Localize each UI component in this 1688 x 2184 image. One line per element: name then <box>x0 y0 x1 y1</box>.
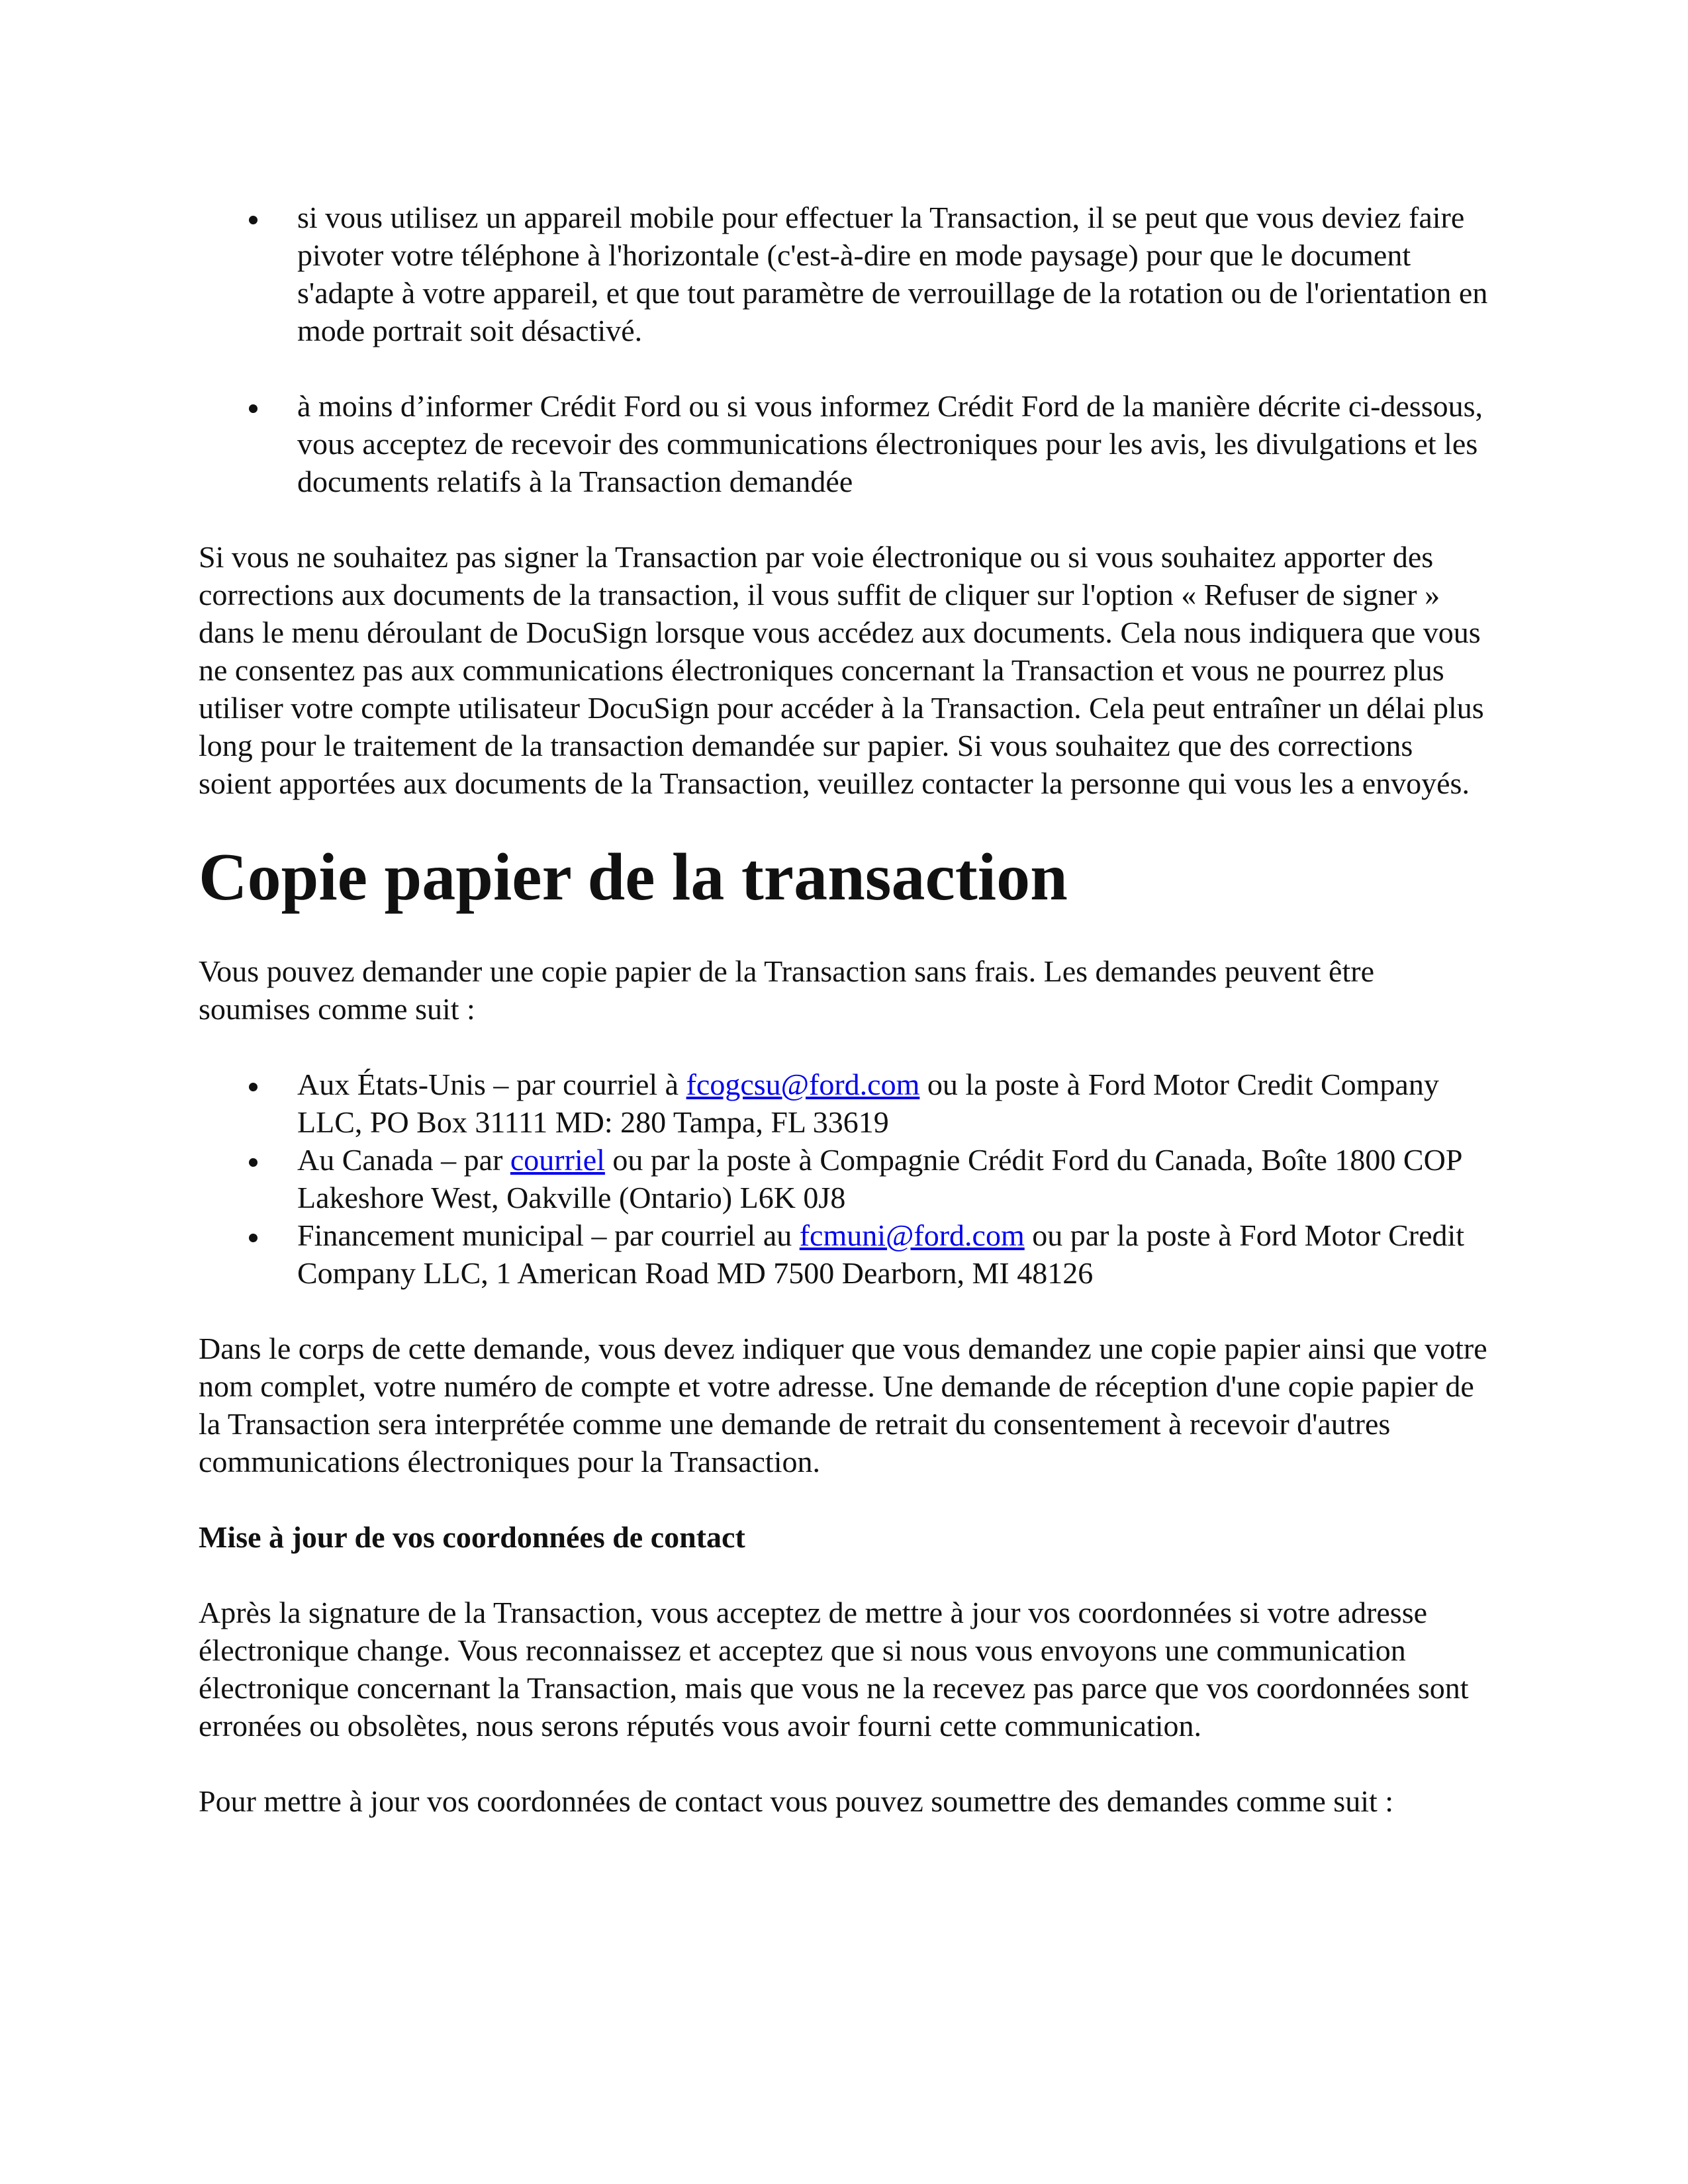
list-item-usa <box>199 1066 1489 1141</box>
paper-copy-contact-list <box>199 1066 1489 1292</box>
refuse-to-sign-paragraph: Si vous ne souhaitez pas signer la Transaction par voie électronique ou si vous souhaitez apporter des corrections aux documents de la transaction, il vous suffit de cliquer sur l'option « Refuser de signer » dans le menu déroulant de DocuSign lorsque vous accédez aux documents. Cela nous indiquera que vous ne consentez pas aux communications électroniques concernant la Transaction et vous ne pourrez plus utiliser votre compte utilisateur DocuSign pour accéder à la Transaction. Cela peut entraîner un délai plus long pour le traitement de la transaction demandée sur papier. Si vous souhaitez que des corrections soient apportées aux documents de la Transaction, veuillez contacter la personne qui vous les a envoyés. <box>199 540 1484 800</box>
list-item-canada <box>199 1141 1489 1216</box>
paper-copy-request-paragraph: Dans le corps de cette demande, vous devez indiquer que vous demandez une copie papier ainsi que votre nom complet, votre numéro de compte et votre adresse. Une demande de réception d'une copie papier de la Transaction sera interprétée comme une demande de retrait du consentement à recevoir d'autres communications électroniques pour la Transaction. <box>199 1332 1487 1479</box>
item-text-after: ou par la poste à Ford Motor Credit Company LLC, 1 American Road MD 7500 Dearborn, MI 48126 <box>297 1218 1465 1290</box>
email-link-fcogcsu[interactable]: fcogcsu@ford.com <box>686 1068 920 1101</box>
item-text-after: ou la poste à Ford Motor Credit Company LLC, PO Box 31111 MD: 280 Tampa, FL 33619 <box>297 1068 1439 1139</box>
contact-update-paragraph: Après la signature de la Transaction, vous acceptez de mettre à jour vos coordonnées si votre adresse électronique change. Vous reconnaissez et acceptez que si nous vous envoyons une communication électronique concernant la Transaction, mais que vous ne la recevez pas parce que vos coordonnées sont erronées ou obsolètes, nous serons réputés vous avoir fourni cette communication. <box>199 1596 1469 1743</box>
list-item-municipal <box>199 1216 1489 1292</box>
contact-update-instructions: Pour mettre à jour vos coordonnées de contact vous pouvez soumettre des demandes comme suit : <box>199 1784 1394 1818</box>
section-heading-contact-update: Mise à jour de vos coordonnées de contact <box>199 1520 745 1554</box>
device-requirements-list <box>199 199 1489 500</box>
email-link-courriel[interactable]: courriel <box>510 1143 605 1177</box>
paper-copy-intro: Vous pouvez demander une copie papier de la Transaction sans frais. Les demandes peuvent être soumises comme suit : <box>199 954 1374 1026</box>
item-text-after: ou par la poste à Compagnie Crédit Ford du Canada, Boîte 1800 COP Lakeshore West, Oakville (Ontario) L6K 0J8 <box>297 1143 1462 1214</box>
list-item: à moins d’informer Crédit Ford ou si vous informez Crédit Ford de la manière décrite ci-dessous, vous acceptez de recevoir des communications électroniques pour les avis, les divulgations et les documents relatifs à la Transaction demandée <box>199 387 1489 500</box>
item-text-before: Financement municipal – par courriel au <box>297 1218 800 1252</box>
list-item: si vous utilisez un appareil mobile pour effectuer la Transaction, il se peut que vous deviez faire pivoter votre téléphone à l'horizontale (c'est-à-dire en mode paysage) pour que le document s'adapte à votre appareil, et que tout paramètre de verrouillage de la rotation ou de l'orientation en mode portrait soit désactivé. <box>199 199 1489 349</box>
section-heading-paper-copy: Copie papier de la transaction <box>199 840 1068 915</box>
item-text-before: Au Canada – par <box>297 1143 510 1177</box>
email-link-fcmuni[interactable]: fcmuni@ford.com <box>799 1218 1025 1252</box>
item-text-before: Aux États-Unis – par courriel à <box>297 1068 686 1101</box>
